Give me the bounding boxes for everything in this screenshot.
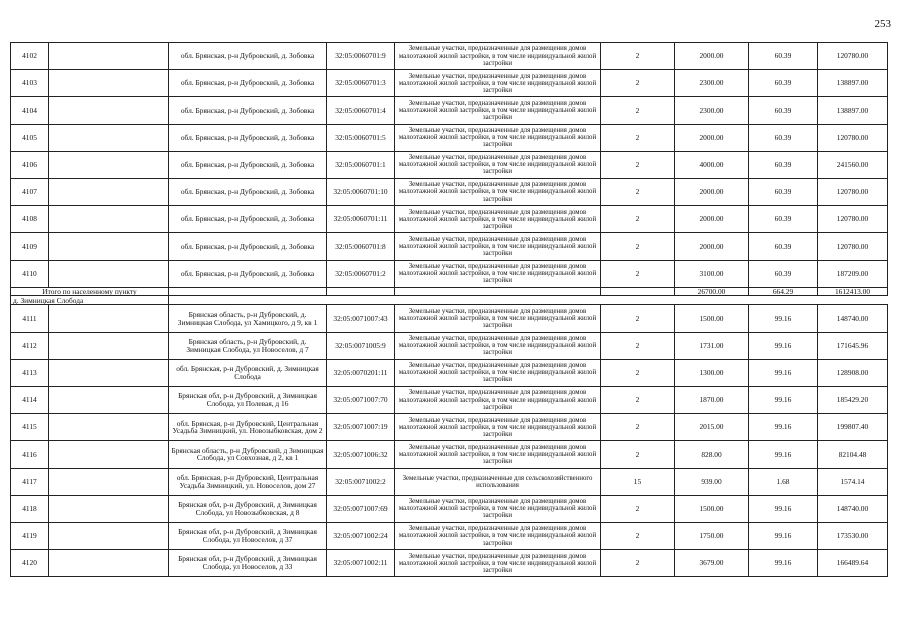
address-cell: Брянская область, р-н Дубровский, д. Зимницкая Слобода, ул Новоселов, д 7 [169, 332, 327, 359]
area-cell: 1870.00 [675, 387, 749, 414]
row-number: 4116 [11, 441, 49, 468]
cadastral-number-cell: 32:05:0060701:5 [327, 124, 395, 151]
empty-cell [49, 387, 169, 414]
empty-cell [49, 468, 169, 495]
rate-cell: 99.16 [749, 414, 818, 441]
row-number: 4119 [11, 522, 49, 549]
land-use-cell: Земельные участки, предназначенные для размещения домов малоэтажной жилой застройки, в том числе индивидуальной жилой застройки [395, 151, 601, 178]
cadastral-value-cell: 241560.00 [818, 151, 888, 178]
table-row [11, 522, 888, 549]
row-number: 4115 [11, 414, 49, 441]
table-row [11, 414, 888, 441]
address-cell: обл. Брянская, р-н Дубровский, д. Зобовка [169, 70, 327, 97]
locality-row [11, 296, 888, 305]
cadastral-number-cell: 32:05:0071007:70 [327, 387, 395, 414]
rate-cell: 99.16 [749, 387, 818, 414]
address-cell: Брянская область, р-н Дубровский, д. Зимницкая Слобода, ул Хамицкого, д 9, кв 1 [169, 305, 327, 332]
row-number: 4111 [11, 305, 49, 332]
table-row [11, 70, 888, 97]
empty-cell [49, 359, 169, 386]
empty-cell [49, 151, 169, 178]
table-row [11, 151, 888, 178]
rate-cell: 99.16 [749, 441, 818, 468]
cadastral-number-cell: 32:05:0060701:9 [327, 43, 395, 70]
table-row [11, 43, 888, 70]
total-area: 26700.00 [675, 287, 749, 296]
rate-cell: 60.39 [749, 151, 818, 178]
area-cell: 2300.00 [675, 97, 749, 124]
cadastral-value-cell: 185429.20 [818, 387, 888, 414]
category-code-cell: 2 [601, 495, 675, 522]
rate-cell: 60.39 [749, 206, 818, 233]
total-rate: 664.29 [749, 287, 818, 296]
row-number: 4108 [11, 206, 49, 233]
land-use-cell: Земельные участки, предназначенные для размещения домов малоэтажной жилой застройки, в том числе индивидуальной жилой застройки [395, 70, 601, 97]
table-row [11, 124, 888, 151]
address-cell: Брянская обл, р-н Дубровский, д Зимницкая Слобода, ул Новозыбковская, д 8 [169, 495, 327, 522]
locality-name: д. Зимницкая Слобода [11, 296, 169, 305]
page-number: 253 [874, 18, 891, 30]
land-use-cell: Земельные участки, предназначенные для размещения домов малоэтажной жилой застройки, в том числе индивидуальной жилой застройки [395, 495, 601, 522]
area-cell: 2000.00 [675, 178, 749, 205]
cadastral-value-cell: 199807.40 [818, 414, 888, 441]
address-cell: обл. Брянская, р-н Дубровский, д. Зобовка [169, 233, 327, 260]
empty-cell [49, 441, 169, 468]
area-cell: 1500.00 [675, 495, 749, 522]
land-use-cell: Земельные участки, предназначенные для размещения домов малоэтажной жилой застройки, в том числе индивидуальной жилой застройки [395, 332, 601, 359]
cadastral-value-cell: 148740.00 [818, 495, 888, 522]
area-cell: 2300.00 [675, 70, 749, 97]
total-value: 1612413.00 [818, 287, 888, 296]
cadastral-value-cell: 1574.14 [818, 468, 888, 495]
cadastral-number-cell: 32:05:0071002:11 [327, 550, 395, 577]
rate-cell: 60.39 [749, 97, 818, 124]
land-use-cell: Земельные участки, предназначенные для размещения домов малоэтажной жилой застройки, в том числе индивидуальной жилой застройки [395, 550, 601, 577]
row-number: 4103 [11, 70, 49, 97]
land-register-table [10, 42, 888, 577]
category-code-cell: 2 [601, 522, 675, 549]
category-code-cell: 2 [601, 387, 675, 414]
empty-cell [49, 414, 169, 441]
table-row [11, 260, 888, 287]
empty-cell [49, 206, 169, 233]
area-cell: 2000.00 [675, 233, 749, 260]
land-use-cell: Земельные участки, предназначенные для размещения домов малоэтажной жилой застройки, в том числе индивидуальной жилой застройки [395, 441, 601, 468]
area-cell: 939.00 [675, 468, 749, 495]
cadastral-number-cell: 32:05:0071006:32 [327, 441, 395, 468]
area-cell: 2000.00 [675, 124, 749, 151]
address-cell: обл. Брянская, р-н Дубровский, д. Зобовка [169, 260, 327, 287]
rate-cell: 60.39 [749, 233, 818, 260]
empty-cell [49, 233, 169, 260]
address-cell: обл. Брянская, р-н Дубровский, Центральная Усадьба Зимницкий, ул. Новоселов, дом 27 [169, 468, 327, 495]
cadastral-number-cell: 32:05:0070201:11 [327, 359, 395, 386]
category-code-cell: 2 [601, 260, 675, 287]
row-number: 4120 [11, 550, 49, 577]
cadastral-number-cell: 32:05:0060701:1 [327, 151, 395, 178]
total-section [11, 287, 888, 305]
land-use-cell: Земельные участки, предназначенные для размещения домов малоэтажной жилой застройки, в том числе индивидуальной жилой застройки [395, 414, 601, 441]
empty-cell [49, 260, 169, 287]
cadastral-number-cell: 32:05:0071007:69 [327, 495, 395, 522]
cadastral-value-cell: 187209.00 [818, 260, 888, 287]
empty-cell [49, 522, 169, 549]
land-use-cell: Земельные участки, предназначенные для сельскохозяйственного использования [395, 468, 601, 495]
category-code-cell: 2 [601, 70, 675, 97]
cadastral-number-cell: 32:05:0060701:4 [327, 97, 395, 124]
area-cell: 828.00 [675, 441, 749, 468]
rate-cell: 60.39 [749, 260, 818, 287]
table-row [11, 441, 888, 468]
row-number: 4110 [11, 260, 49, 287]
cadastral-number-cell: 32:05:0060701:11 [327, 206, 395, 233]
cadastral-number-cell: 32:05:0071007:43 [327, 305, 395, 332]
rate-cell: 60.39 [749, 70, 818, 97]
row-number: 4107 [11, 178, 49, 205]
rate-cell: 60.39 [749, 178, 818, 205]
table-row [11, 233, 888, 260]
cadastral-number-cell: 32:05:0060701:3 [327, 70, 395, 97]
rate-cell: 99.16 [749, 495, 818, 522]
empty-cell [49, 550, 169, 577]
land-use-cell: Земельные участки, предназначенные для размещения домов малоэтажной жилой застройки, в том числе индивидуальной жилой застройки [395, 260, 601, 287]
category-code-cell: 2 [601, 233, 675, 260]
land-use-cell: Земельные участки, предназначенные для размещения домов малоэтажной жилой застройки, в том числе индивидуальной жилой застройки [395, 178, 601, 205]
empty-cell [49, 305, 169, 332]
address-cell: Брянская обл, р-н Дубровский, д Зимницкая Слобода, ул Полевая, д 16 [169, 387, 327, 414]
rate-cell: 99.16 [749, 332, 818, 359]
cadastral-number-cell: 32:05:0071005:9 [327, 332, 395, 359]
category-code-cell: 2 [601, 178, 675, 205]
address-cell: Брянская область, р-н Дубровский, д Зимницкая Слобода, ул Совхозная, д 2, кв 1 [169, 441, 327, 468]
rate-cell: 99.16 [749, 522, 818, 549]
address-cell: обл. Брянская, р-н Дубровский, Центральная Усадьба Зимницкий, ул. Новозыбковская, дом 2 [169, 414, 327, 441]
table-row [11, 97, 888, 124]
land-use-cell: Земельные участки, предназначенные для размещения домов малоэтажной жилой застройки, в том числе индивидуальной жилой застройки [395, 43, 601, 70]
category-code-cell: 2 [601, 206, 675, 233]
row-number: 4105 [11, 124, 49, 151]
cadastral-value-cell: 171645.96 [818, 332, 888, 359]
cadastral-value-cell: 120780.00 [818, 206, 888, 233]
table-row [11, 468, 888, 495]
address-cell: обл. Брянская, р-н Дубровский, д. Зобовка [169, 124, 327, 151]
land-use-cell: Земельные участки, предназначенные для размещения домов малоэтажной жилой застройки, в том числе индивидуальной жилой застройки [395, 305, 601, 332]
area-cell: 3679.00 [675, 550, 749, 577]
land-use-cell: Земельные участки, предназначенные для размещения домов малоэтажной жилой застройки, в том числе индивидуальной жилой застройки [395, 522, 601, 549]
cadastral-value-cell: 120780.00 [818, 124, 888, 151]
land-use-cell: Земельные участки, предназначенные для размещения домов малоэтажной жилой застройки, в том числе индивидуальной жилой застройки [395, 233, 601, 260]
area-cell: 3100.00 [675, 260, 749, 287]
table-row [11, 305, 888, 332]
row-number: 4118 [11, 495, 49, 522]
row-number: 4114 [11, 387, 49, 414]
row-number: 4109 [11, 233, 49, 260]
address-cell: Брянская обл, р-н Дубровский, д Зимницкая Слобода, ул Новоселов, д 33 [169, 550, 327, 577]
cadastral-number-cell: 32:05:0071007:19 [327, 414, 395, 441]
row-number: 4104 [11, 97, 49, 124]
empty-cell [49, 178, 169, 205]
cadastral-value-cell: 138897.00 [818, 97, 888, 124]
category-code-cell: 2 [601, 550, 675, 577]
table-body-bottom [11, 305, 888, 577]
address-cell: обл. Брянская, р-н Дубровский, д. Зобовка [169, 206, 327, 233]
area-cell: 2000.00 [675, 43, 749, 70]
cadastral-value-cell: 82104.48 [818, 441, 888, 468]
address-cell: обл. Брянская, р-н Дубровский, д. Зобовка [169, 97, 327, 124]
cadastral-value-cell: 166489.64 [818, 550, 888, 577]
table-row [11, 387, 888, 414]
cadastral-number-cell: 32:05:0060701:10 [327, 178, 395, 205]
area-cell: 1500.00 [675, 305, 749, 332]
area-cell: 2000.00 [675, 206, 749, 233]
empty-cell [49, 495, 169, 522]
table-row [11, 332, 888, 359]
land-use-cell: Земельные участки, предназначенные для размещения домов малоэтажной жилой застройки, в том числе индивидуальной жилой застройки [395, 206, 601, 233]
category-code-cell: 2 [601, 414, 675, 441]
cadastral-number-cell: 32:05:0071002:2 [327, 468, 395, 495]
land-use-cell: Земельные участки, предназначенные для размещения домов малоэтажной жилой застройки, в том числе индивидуальной жилой застройки [395, 359, 601, 386]
empty-cell [49, 43, 169, 70]
empty-cell [49, 124, 169, 151]
area-cell: 1750.00 [675, 522, 749, 549]
cadastral-value-cell: 128908.00 [818, 359, 888, 386]
total-row [11, 287, 888, 296]
rate-cell: 99.16 [749, 305, 818, 332]
category-code-cell: 2 [601, 151, 675, 178]
address-cell: обл. Брянская, р-н Дубровский, д. Зимницкая Слобода [169, 359, 327, 386]
table-row [11, 550, 888, 577]
table-row [11, 495, 888, 522]
rate-cell: 99.16 [749, 550, 818, 577]
land-use-cell: Земельные участки, предназначенные для размещения домов малоэтажной жилой застройки, в том числе индивидуальной жилой застройки [395, 124, 601, 151]
cadastral-value-cell: 120780.00 [818, 178, 888, 205]
cadastral-value-cell: 120780.00 [818, 43, 888, 70]
category-code-cell: 2 [601, 359, 675, 386]
row-number: 4117 [11, 468, 49, 495]
address-cell: обл. Брянская, р-н Дубровский, д. Зобовка [169, 178, 327, 205]
empty-cell [49, 70, 169, 97]
table-row [11, 359, 888, 386]
land-use-cell: Земельные участки, предназначенные для размещения домов малоэтажной жилой застройки, в том числе индивидуальной жилой застройки [395, 387, 601, 414]
area-cell: 4000.00 [675, 151, 749, 178]
land-use-cell: Земельные участки, предназначенные для размещения домов малоэтажной жилой застройки, в том числе индивидуальной жилой застройки [395, 97, 601, 124]
cadastral-number-cell: 32:05:0060701:2 [327, 260, 395, 287]
cadastral-number-cell: 32:05:0071002:24 [327, 522, 395, 549]
category-code-cell: 2 [601, 305, 675, 332]
row-number: 4102 [11, 43, 49, 70]
rate-cell: 60.39 [749, 43, 818, 70]
cadastral-value-cell: 138897.00 [818, 70, 888, 97]
category-code-cell: 2 [601, 124, 675, 151]
table-body-top [11, 43, 888, 288]
cadastral-value-cell: 148740.00 [818, 305, 888, 332]
area-cell: 2015.00 [675, 414, 749, 441]
category-code-cell: 2 [601, 332, 675, 359]
category-code-cell: 15 [601, 468, 675, 495]
rate-cell: 1.68 [749, 468, 818, 495]
cadastral-value-cell: 120780.00 [818, 233, 888, 260]
area-cell: 1731.00 [675, 332, 749, 359]
area-cell: 1300.00 [675, 359, 749, 386]
row-number: 4106 [11, 151, 49, 178]
total-label: Итого по населенному пункту [11, 287, 169, 296]
empty-cell [49, 332, 169, 359]
address-cell: обл. Брянская, р-н Дубровский, д. Зобовка [169, 43, 327, 70]
category-code-cell: 2 [601, 441, 675, 468]
cadastral-value-cell: 173530.00 [818, 522, 888, 549]
rate-cell: 99.16 [749, 359, 818, 386]
row-number: 4112 [11, 332, 49, 359]
address-cell: обл. Брянская, р-н Дубровский, д. Зобовка [169, 151, 327, 178]
table-row [11, 206, 888, 233]
table-row [11, 178, 888, 205]
cadastral-number-cell: 32:05:0060701:8 [327, 233, 395, 260]
empty-cell [49, 97, 169, 124]
row-number: 4113 [11, 359, 49, 386]
address-cell: Брянская обл, р-н Дубровский, д Зимницкая Слобода, ул Новоселов, д 37 [169, 522, 327, 549]
category-code-cell: 2 [601, 43, 675, 70]
category-code-cell: 2 [601, 97, 675, 124]
rate-cell: 60.39 [749, 124, 818, 151]
